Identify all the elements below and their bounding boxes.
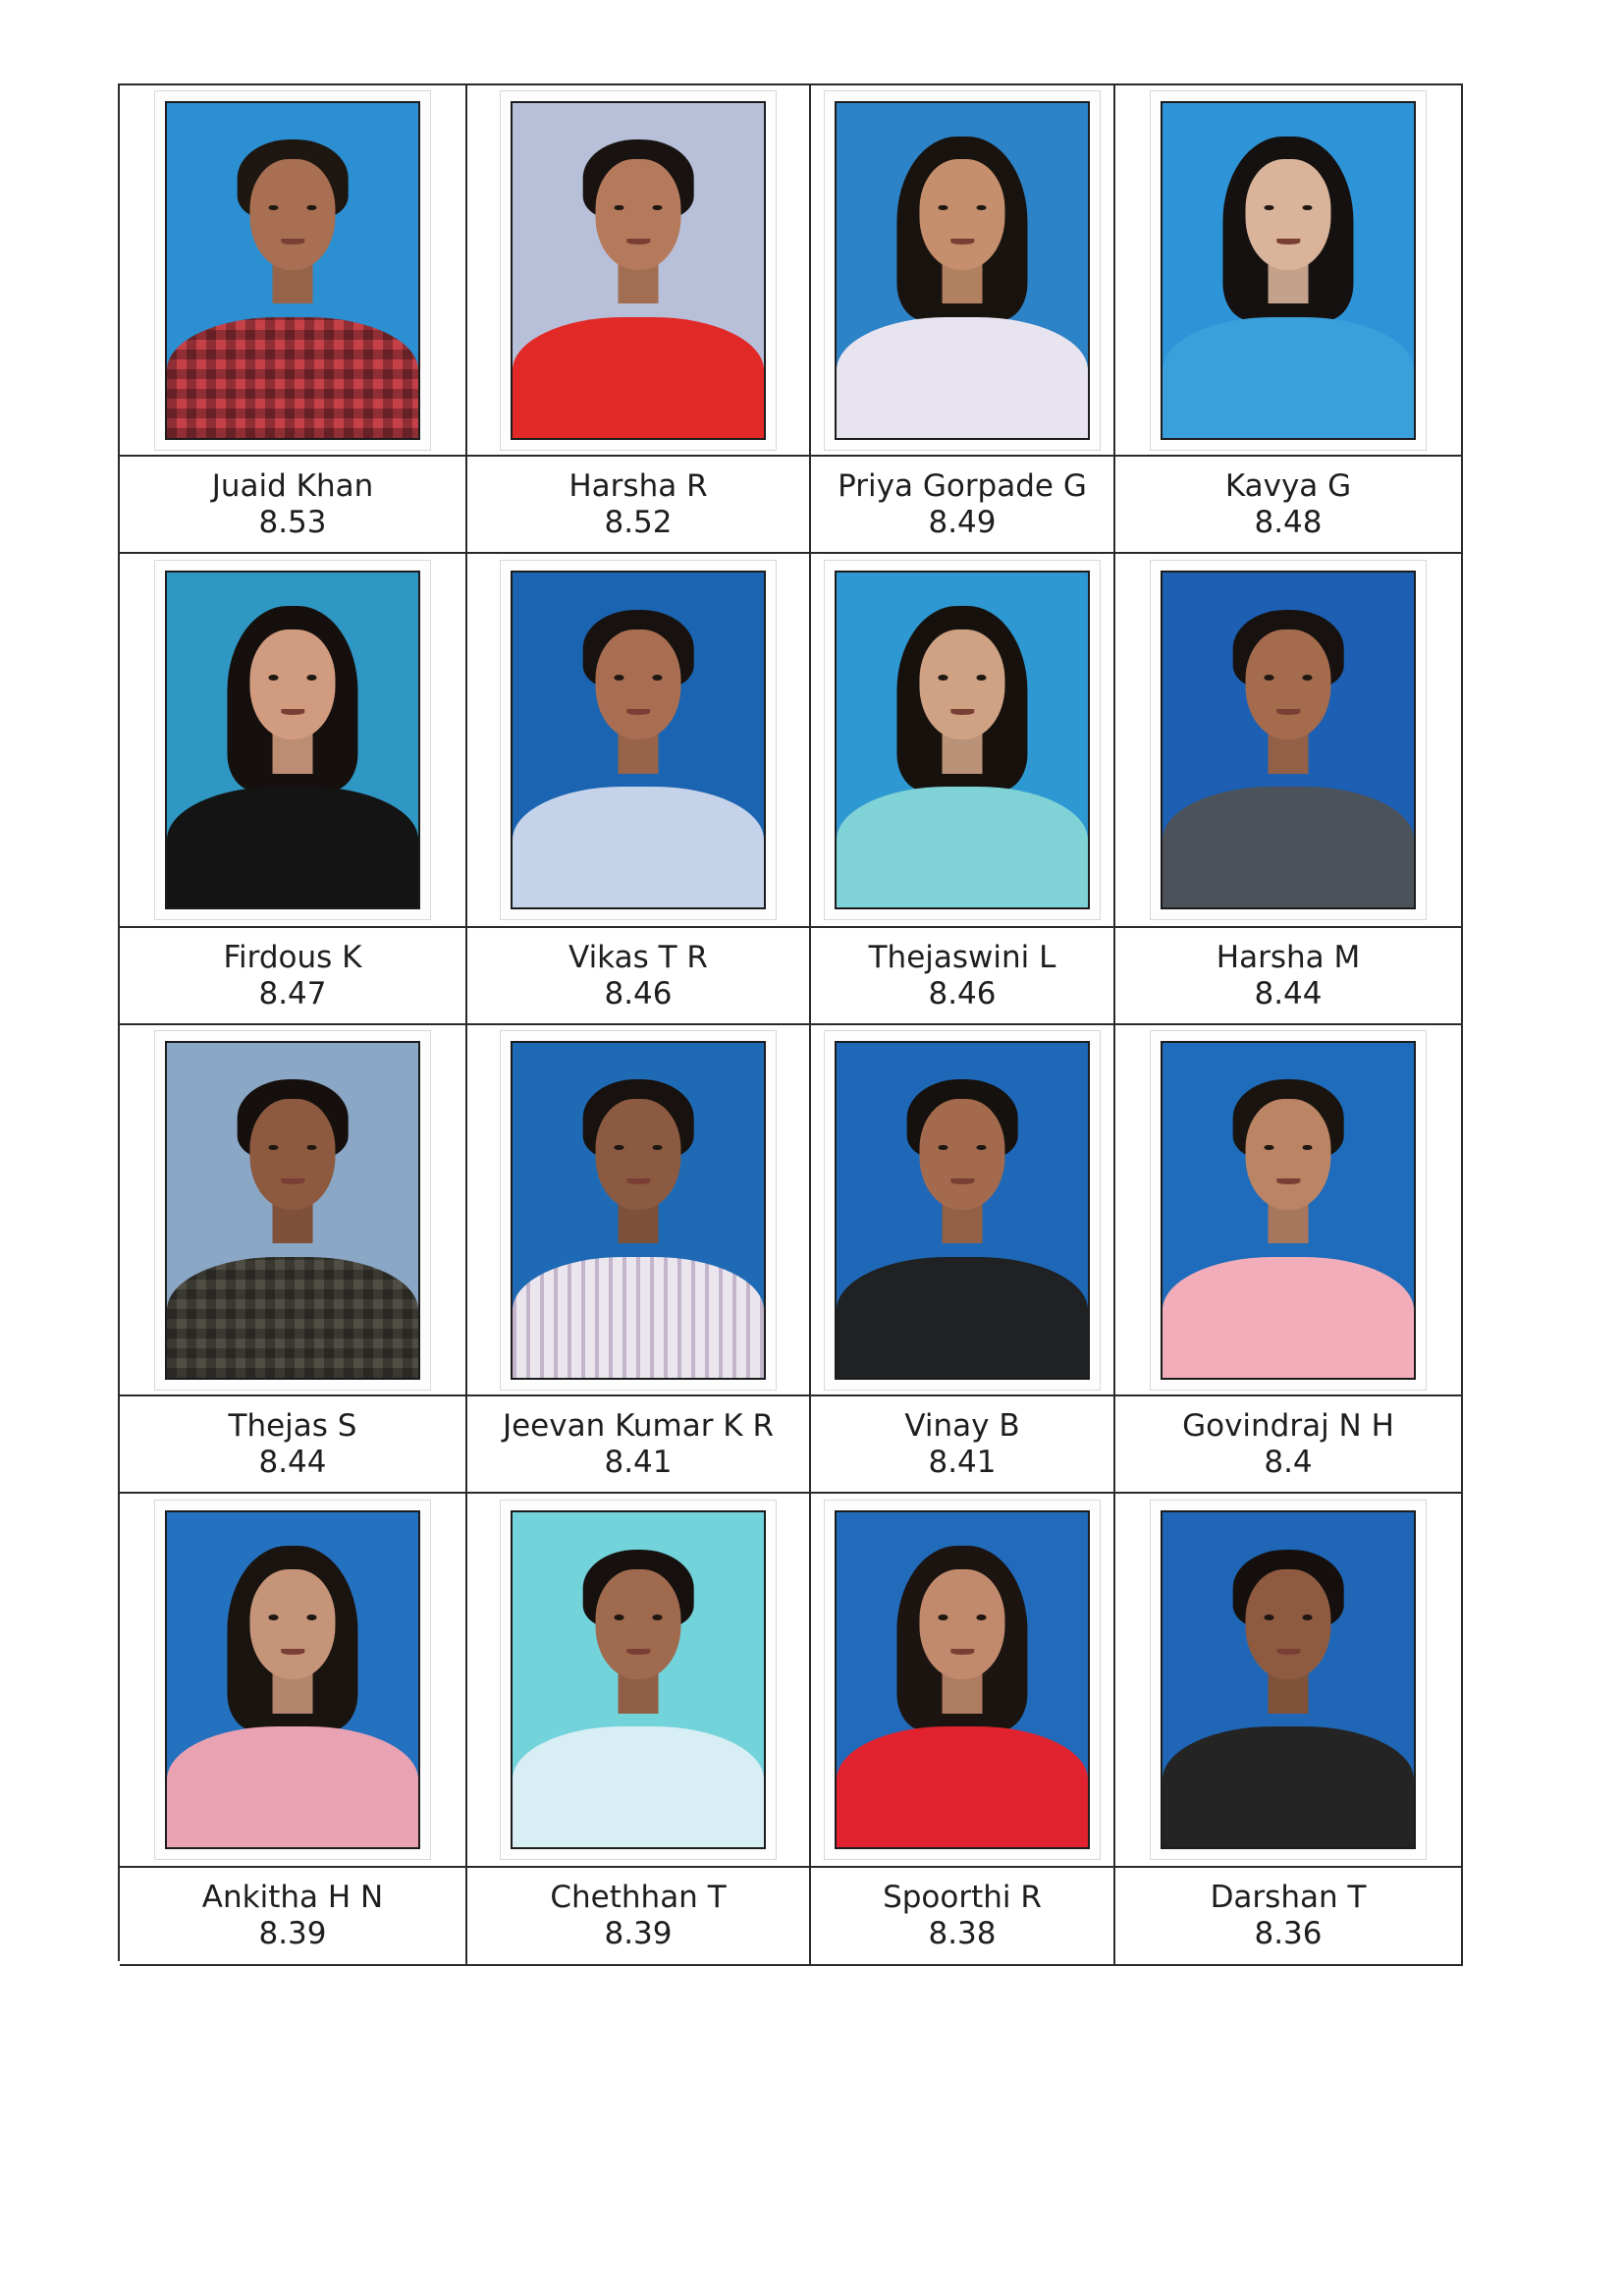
face-shape	[919, 1099, 1004, 1210]
eye-shape	[307, 1614, 317, 1620]
mouth-shape	[950, 239, 974, 245]
student-name: Ankitha H N	[201, 1880, 384, 1915]
student-photo	[835, 101, 1090, 440]
student-score: 8.38	[928, 1916, 997, 1951]
photo-cell	[1115, 1025, 1463, 1396]
name-cell	[467, 1868, 811, 1966]
photo-frame	[155, 91, 430, 450]
eye-shape	[615, 205, 624, 211]
eye-shape	[307, 675, 317, 681]
face-shape	[595, 629, 680, 740]
photo-cell	[1115, 85, 1463, 457]
face-shape	[1245, 159, 1330, 270]
student-score: 8.4	[1264, 1444, 1313, 1480]
photo-frame	[155, 561, 430, 919]
face-shape	[1245, 1569, 1330, 1680]
student-score: 8.46	[604, 975, 673, 1011]
student-score: 8.41	[604, 1444, 673, 1480]
mouth-shape	[626, 239, 650, 245]
eye-shape	[269, 205, 279, 211]
photo-frame	[825, 91, 1100, 450]
eye-shape	[977, 675, 987, 681]
student-score: 8.41	[928, 1444, 997, 1480]
name-cell	[1115, 1868, 1463, 1966]
mouth-shape	[626, 1649, 650, 1655]
eye-shape	[977, 1614, 987, 1620]
student-photo	[511, 1510, 766, 1849]
photo-cell	[120, 85, 467, 457]
eye-shape	[1265, 1614, 1274, 1620]
photo-frame	[825, 1501, 1100, 1859]
photo-cell	[811, 554, 1115, 928]
student-name: Priya Gorpade G	[838, 467, 1087, 504]
eye-shape	[269, 675, 279, 681]
mouth-shape	[950, 1649, 974, 1655]
shirt-shape	[167, 1726, 418, 1847]
photo-frame	[825, 561, 1100, 919]
shirt-shape	[1163, 1257, 1414, 1378]
shirt-shape	[167, 317, 418, 438]
student-photo	[1161, 1041, 1416, 1380]
student-name: Thejaswini L	[868, 939, 1056, 975]
shirt-shape	[167, 787, 418, 907]
photo-frame	[501, 1031, 776, 1390]
student-score: 8.47	[258, 975, 327, 1011]
student-name: Spoorthi R	[883, 1880, 1042, 1915]
eye-shape	[653, 1145, 663, 1151]
shirt-shape	[1163, 1726, 1414, 1847]
face-shape	[1245, 1099, 1330, 1210]
mouth-shape	[950, 1178, 974, 1184]
eye-shape	[307, 205, 317, 211]
name-cell	[811, 1396, 1115, 1494]
photo-frame	[155, 1031, 430, 1390]
name-cell	[811, 1868, 1115, 1966]
shirt-shape	[837, 317, 1088, 438]
face-shape	[595, 1099, 680, 1210]
student-name: Harsha R	[568, 467, 708, 504]
mouth-shape	[281, 709, 304, 715]
mouth-shape	[1276, 1649, 1300, 1655]
eye-shape	[977, 1145, 987, 1151]
shirt-shape	[1163, 787, 1414, 907]
shirt-shape	[513, 1726, 764, 1847]
photo-cell	[120, 1494, 467, 1868]
eye-shape	[269, 1145, 279, 1151]
student-name: Juaid Khan	[211, 467, 374, 504]
shirt-shape	[513, 317, 764, 438]
shirt-shape	[1163, 317, 1414, 438]
eye-shape	[1303, 1614, 1313, 1620]
eye-shape	[615, 1145, 624, 1151]
photo-cell	[467, 554, 811, 928]
face-shape	[249, 629, 335, 740]
student-name: Jeevan Kumar K R	[502, 1407, 775, 1444]
photo-frame	[825, 1031, 1100, 1390]
photo-cell	[1115, 1494, 1463, 1868]
student-name: Govindraj N H	[1182, 1407, 1394, 1444]
name-cell	[467, 457, 811, 554]
name-cell	[120, 1396, 467, 1494]
photo-frame	[501, 1501, 776, 1859]
student-photo	[165, 101, 420, 440]
eye-shape	[939, 675, 948, 681]
photo-cell	[467, 1494, 811, 1868]
face-shape	[595, 1569, 680, 1680]
name-cell	[1115, 928, 1463, 1025]
student-photo	[835, 571, 1090, 909]
mouth-shape	[281, 1649, 304, 1655]
student-photo	[511, 571, 766, 909]
photo-cell	[120, 554, 467, 928]
student-name: Thejas S	[228, 1407, 357, 1444]
name-cell	[811, 928, 1115, 1025]
face-shape	[919, 629, 1004, 740]
eye-shape	[653, 1614, 663, 1620]
photo-frame	[1151, 1501, 1426, 1859]
student-name: Chethhan T	[550, 1880, 727, 1915]
shirt-shape	[513, 1257, 764, 1378]
photo-cell	[467, 85, 811, 457]
student-photo	[835, 1041, 1090, 1380]
eye-shape	[269, 1614, 279, 1620]
mouth-shape	[281, 1178, 304, 1184]
photo-frame	[501, 561, 776, 919]
student-photo	[1161, 101, 1416, 440]
student-score: 8.52	[604, 504, 673, 540]
name-cell	[1115, 457, 1463, 554]
eye-shape	[1265, 675, 1274, 681]
student-photo	[165, 571, 420, 909]
mouth-shape	[626, 709, 650, 715]
student-photo	[165, 1510, 420, 1849]
photo-cell	[811, 1025, 1115, 1396]
eye-shape	[653, 205, 663, 211]
student-score: 8.44	[258, 1444, 327, 1480]
photo-cell	[811, 85, 1115, 457]
face-shape	[919, 159, 1004, 270]
eye-shape	[653, 675, 663, 681]
student-photo	[165, 1041, 420, 1380]
student-score: 8.36	[1254, 1916, 1323, 1951]
student-name: Vinay B	[904, 1407, 1020, 1444]
eye-shape	[1265, 205, 1274, 211]
photo-cell	[1115, 554, 1463, 928]
student-score: 8.53	[258, 504, 327, 540]
name-cell	[1115, 1396, 1463, 1494]
name-cell	[467, 1396, 811, 1494]
photo-frame	[155, 1501, 430, 1859]
eye-shape	[615, 1614, 624, 1620]
name-cell	[120, 1868, 467, 1966]
student-score: 8.46	[928, 975, 997, 1011]
student-photo	[511, 1041, 766, 1380]
student-score: 8.49	[928, 504, 997, 540]
shirt-shape	[513, 787, 764, 907]
mouth-shape	[626, 1178, 650, 1184]
eye-shape	[939, 1145, 948, 1151]
eye-shape	[615, 675, 624, 681]
photo-cell	[467, 1025, 811, 1396]
student-score: 8.48	[1254, 504, 1323, 540]
photo-frame	[1151, 1031, 1426, 1390]
student-name: Kavya G	[1224, 467, 1352, 504]
mouth-shape	[950, 709, 974, 715]
eye-shape	[939, 1614, 948, 1620]
photo-frame	[501, 91, 776, 450]
eye-shape	[977, 205, 987, 211]
shirt-shape	[167, 1257, 418, 1378]
face-shape	[249, 1569, 335, 1680]
student-score: 8.39	[604, 1916, 673, 1951]
shirt-shape	[837, 787, 1088, 907]
student-name: Harsha M	[1216, 939, 1361, 975]
student-photo	[511, 101, 766, 440]
student-photo	[1161, 571, 1416, 909]
eye-shape	[939, 205, 948, 211]
mouth-shape	[1276, 709, 1300, 715]
eye-shape	[1303, 1145, 1313, 1151]
name-cell	[120, 457, 467, 554]
name-cell	[120, 928, 467, 1025]
photo-cell	[811, 1494, 1115, 1868]
student-score: 8.39	[258, 1916, 327, 1951]
eye-shape	[1303, 205, 1313, 211]
student-name: Vikas T R	[568, 939, 708, 975]
mouth-shape	[1276, 239, 1300, 245]
face-shape	[1245, 629, 1330, 740]
shirt-shape	[837, 1257, 1088, 1378]
toppers-table	[118, 83, 1463, 1961]
name-cell	[467, 928, 811, 1025]
student-name: Darshan T	[1210, 1880, 1367, 1915]
student-photo	[1161, 1510, 1416, 1849]
mouth-shape	[281, 239, 304, 245]
mouth-shape	[1276, 1178, 1300, 1184]
photo-cell	[120, 1025, 467, 1396]
name-cell	[811, 457, 1115, 554]
student-name: Firdous K	[223, 939, 362, 975]
face-shape	[595, 159, 680, 270]
face-shape	[919, 1569, 1004, 1680]
shirt-shape	[837, 1726, 1088, 1847]
photo-frame	[1151, 561, 1426, 919]
eye-shape	[1265, 1145, 1274, 1151]
student-score: 8.44	[1254, 975, 1323, 1011]
eye-shape	[307, 1145, 317, 1151]
face-shape	[249, 159, 335, 270]
eye-shape	[1303, 675, 1313, 681]
photo-frame	[1151, 91, 1426, 450]
face-shape	[249, 1099, 335, 1210]
student-photo	[835, 1510, 1090, 1849]
